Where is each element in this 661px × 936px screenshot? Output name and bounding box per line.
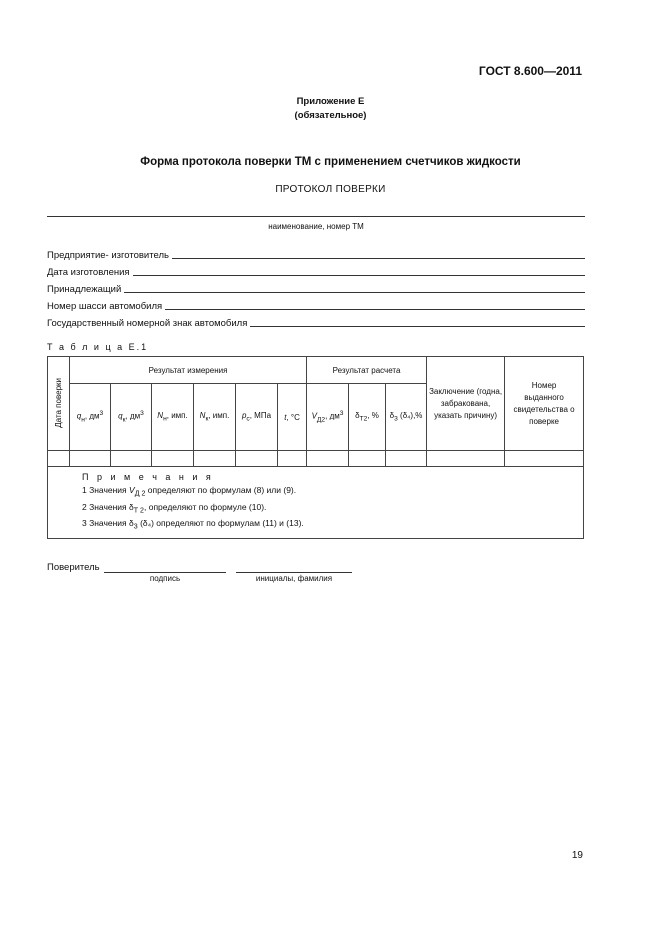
field-manufacturer [47,247,585,261]
field-label: Принадлежащий [47,284,122,295]
annex-status: (обязательное) [294,110,367,121]
note-2: 2 Значения $\delta_{Т 2}$, определяют по формуле (10). [82,501,267,515]
col-t: t, °С [278,384,307,451]
col-vd2: $V_{Д2}$, $дм^3$ [307,384,349,451]
measurement-group-header: Результат измерения [70,357,307,384]
signature-line [104,562,226,573]
col-qn: $q_н$, $дм^3$ [70,384,111,451]
col-dt2: $\delta_{Т2}$, % [349,384,386,451]
protocol-table [47,356,584,539]
col-d3: $\delta_3$ (δ₄),% [386,384,427,451]
col-pc: $p_с$, МПа [236,384,278,451]
fill-line [124,282,585,293]
calc-group-header: Результат расчета [307,357,427,384]
field-manufacture-date [47,264,585,278]
fill-line [172,248,585,259]
fill-line [133,265,585,276]
name-line [236,562,352,573]
fill-line [165,299,585,310]
page-number: 19 [571,850,583,861]
sign-caption: подпись [149,574,181,583]
col-nk: $N_к$, имп. [194,384,236,451]
field-label: Номер шасси автомобиля [47,301,163,312]
field-plate [47,315,585,329]
field-label: Дата изготовления [47,267,130,278]
notes-heading: П р и м е ч а н и я [82,472,214,482]
field-chassis [47,298,585,312]
standard-number: ГОСТ 8.600—2011 [478,64,582,78]
notes-row [48,467,584,539]
fill-line [250,316,585,327]
date-col-header: Дата поверки [48,357,70,451]
table-label: Т а б л и ц а Е.1 [47,342,149,352]
initials-caption: инициалы, фамилия [255,574,333,583]
col-nn: $N_н$, имп. [152,384,194,451]
annex-heading [0,95,661,123]
form-title: Форма протокола поверки ТМ с применением счетчиков жидкости [140,156,521,168]
note-3: 3 Значения $\delta_3$ (δ₄) определяют по формулам (11) и (13). [82,518,304,532]
name-line [47,216,585,217]
field-owner [47,281,585,295]
conclusion-header: Заключение (годна, забракована, указать причину) [427,357,505,451]
signature-block [47,562,367,592]
signature-label: Поверитель [47,562,100,573]
protocol-title: ПРОТОКОЛ ПОВЕРКИ [275,184,386,195]
name-caption: наименование, номер ТМ [268,222,364,231]
field-label: Предприятие- изготовитель [47,250,169,261]
table-row [48,451,584,467]
annex-title: Приложение Е [296,96,365,107]
cert-number-header: Номер выданного свидетельства о поверке [505,357,584,451]
field-label: Государственный номерной знак автомобиля [47,318,248,329]
col-qk: $q_к$, $дм^3$ [111,384,152,451]
notes [48,467,584,539]
note-1: 1 Значения $V_{Д 2}$ определяют по формулам (8) или (9). [82,485,297,498]
